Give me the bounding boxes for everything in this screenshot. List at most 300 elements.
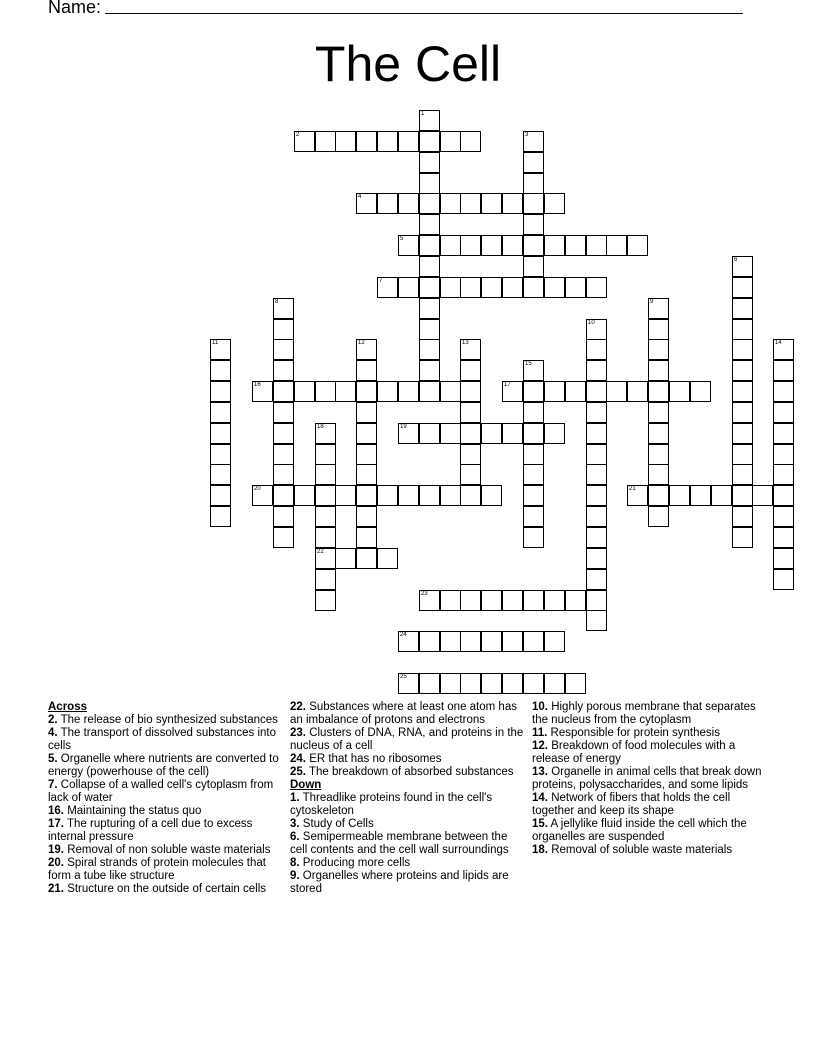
grid-cell[interactable] [648,298,669,319]
clue-number: 25 [400,674,407,680]
across-heading: Across [48,701,87,713]
grid-cell[interactable] [294,381,315,402]
grid-cell[interactable] [419,319,440,340]
grid-cell[interactable] [732,298,753,319]
grid-cell[interactable] [377,131,398,152]
grid-cell[interactable] [523,152,544,173]
grid-cell[interactable] [606,235,627,256]
grid-cell[interactable] [315,548,336,569]
grid-cell[interactable] [315,464,336,485]
grid-cell[interactable] [523,506,544,527]
grid-cell[interactable] [419,235,440,256]
clue-text: Spiral strands of protein molecules that form a tube like structure [48,857,266,882]
grid-cell[interactable] [356,360,377,381]
clue-number: 6 [734,257,738,263]
grid-cell[interactable] [586,235,607,256]
grid-cell[interactable] [565,235,586,256]
grid-cell[interactable] [440,485,461,506]
grid-cell[interactable] [294,485,315,506]
grid-cell[interactable] [440,277,461,298]
grid-cell[interactable] [586,339,607,360]
grid-cell[interactable] [481,631,502,652]
grid-cell[interactable] [732,381,753,402]
grid-cell[interactable] [398,423,419,444]
grid-cell[interactable] [273,381,294,402]
grid-cell[interactable] [523,214,544,235]
clue-text: Collapse of a walled cell's cytoplasm from lack of water [48,779,274,804]
clue-number: 14 [775,340,782,346]
grid-cell[interactable] [481,485,502,506]
grid-cell[interactable] [544,673,565,694]
grid-cell[interactable] [669,381,690,402]
grid-cell[interactable] [586,590,607,611]
grid-cell[interactable] [460,631,481,652]
grid-cell[interactable] [523,256,544,277]
grid-cell[interactable] [440,131,461,152]
grid-cell[interactable] [440,423,461,444]
grid-cell[interactable] [523,381,544,402]
grid-cell[interactable] [398,131,419,152]
grid-cell[interactable] [773,485,794,506]
grid-cell[interactable] [544,631,565,652]
grid-cell[interactable] [627,381,648,402]
grid-cell[interactable] [586,506,607,527]
grid-cell[interactable] [377,193,398,214]
grid-cell[interactable] [460,402,481,423]
grid-cell[interactable] [732,256,753,277]
grid-cell[interactable] [377,381,398,402]
grid-cell[interactable] [690,381,711,402]
grid-cell[interactable] [586,277,607,298]
grid-cell[interactable] [419,256,440,277]
grid-cell[interactable] [377,548,398,569]
grid-cell[interactable] [544,235,565,256]
grid-cell[interactable] [648,402,669,423]
clue-number-label: 11. [532,727,548,739]
grid-cell[interactable] [419,214,440,235]
clue-text: Clusters of DNA, RNA, and proteins in the nucleus of a cell [290,727,524,752]
grid-cell[interactable] [481,193,502,214]
grid-cell[interactable] [419,485,440,506]
grid-cell[interactable] [586,381,607,402]
grid-cell[interactable] [732,277,753,298]
clue-number-label: 2. [48,714,58,726]
grid-cell[interactable] [523,277,544,298]
grid-cell[interactable] [502,673,523,694]
grid-cell[interactable] [460,423,481,444]
grid-cell[interactable] [356,444,377,465]
grid-cell[interactable] [377,485,398,506]
grid-cell[interactable] [773,360,794,381]
grid-cell[interactable] [523,193,544,214]
grid-cell[interactable] [356,402,377,423]
clue-number-label: 18. [532,844,548,856]
grid-cell[interactable] [481,590,502,611]
grid-cell[interactable] [732,360,753,381]
grid-cell[interactable] [732,464,753,485]
grid-cell[interactable] [377,277,398,298]
grid-cell[interactable] [273,423,294,444]
grid-cell[interactable] [481,235,502,256]
grid-cell[interactable] [273,402,294,423]
clue-number-label: 10. [532,701,548,713]
grid-cell[interactable] [419,423,440,444]
clue-item [532,766,768,792]
clue-number: 2 [296,132,300,138]
grid-cell[interactable] [273,339,294,360]
clue-text: Study of Cells [299,818,374,830]
clue-text: Substances where at least one atom has an imbalance of protons and electrons [290,701,517,726]
grid-cell[interactable] [398,235,419,256]
grid-cell[interactable] [773,506,794,527]
grid-cell[interactable] [648,485,669,506]
grid-cell[interactable] [210,464,231,485]
grid-cell[interactable] [773,444,794,465]
grid-cell[interactable] [335,381,356,402]
grid-cell[interactable] [502,590,523,611]
grid-cell[interactable] [586,444,607,465]
clue-number-label: 22. [290,701,306,713]
grid-cell[interactable] [252,485,273,506]
grid-cell[interactable] [460,381,481,402]
grid-cell[interactable] [315,423,336,444]
grid-cell[interactable] [648,464,669,485]
clue-number-label: 4. [48,727,58,739]
grid-cell[interactable] [398,485,419,506]
grid-cell[interactable] [523,444,544,465]
grid-cell[interactable] [586,402,607,423]
grid-cell[interactable] [210,402,231,423]
grid-cell[interactable] [398,277,419,298]
grid-cell[interactable] [315,506,336,527]
grid-cell[interactable] [523,423,544,444]
clue-item [532,740,768,766]
clue-number: 23 [421,591,428,597]
grid-cell[interactable] [273,298,294,319]
grid-cell[interactable] [419,193,440,214]
grid-cell[interactable] [648,339,669,360]
clue-text: Producing more cells [299,857,411,869]
grid-cell[interactable] [523,590,544,611]
grid-cell[interactable] [210,423,231,444]
grid-cell[interactable] [586,569,607,590]
grid-cell[interactable] [773,548,794,569]
grid-cell[interactable] [440,673,461,694]
grid-cell[interactable] [523,235,544,256]
grid-cell[interactable] [460,360,481,381]
grid-cell[interactable] [273,360,294,381]
grid-cell[interactable] [481,277,502,298]
grid-cell[interactable] [627,485,648,506]
clue-number-label: 13. [532,766,548,778]
grid-cell[interactable] [356,548,377,569]
grid-cell[interactable] [606,381,627,402]
grid-cell[interactable] [565,590,586,611]
grid-cell[interactable] [440,381,461,402]
grid-cell[interactable] [460,339,481,360]
grid-cell[interactable] [315,590,336,611]
grid-cell[interactable] [356,527,377,548]
clue-number-label: 19. [48,844,64,856]
clue-text: Structure on the outside of certain cells [64,883,266,895]
grid-cell[interactable] [315,381,336,402]
grid-cell[interactable] [544,277,565,298]
grid-cell[interactable] [732,339,753,360]
grid-cell[interactable] [565,277,586,298]
grid-cell[interactable] [502,381,523,402]
grid-cell[interactable] [440,590,461,611]
grid-cell[interactable] [419,110,440,131]
page-title: The Cell [314,36,502,92]
grid-cell[interactable] [648,319,669,340]
grid-cell[interactable] [544,423,565,444]
grid-cell[interactable] [419,131,440,152]
grid-cell[interactable] [648,360,669,381]
clue-number-label: 6. [290,831,300,843]
grid-cell[interactable] [481,673,502,694]
grid-cell[interactable] [460,590,481,611]
clue-item [532,844,768,857]
grid-cell[interactable] [523,402,544,423]
grid-cell[interactable] [419,673,440,694]
grid-cell[interactable] [460,464,481,485]
across-clue-list-continued [290,701,526,779]
clue-item [48,857,284,883]
clue-number: 8 [275,299,279,305]
grid-cell[interactable] [773,464,794,485]
grid-cell[interactable] [460,235,481,256]
clue-text: The transport of dissolved substances into cells [48,727,277,752]
grid-cell[interactable] [335,485,356,506]
grid-cell[interactable] [502,423,523,444]
clue-number: 22 [317,549,324,555]
clue-item [48,883,284,896]
clue-number: 17 [504,382,511,388]
clue-item [48,844,284,857]
grid-cell[interactable] [502,631,523,652]
grid-cell[interactable] [586,423,607,444]
grid-cell[interactable] [273,527,294,548]
grid-cell[interactable] [586,360,607,381]
grid-cell[interactable] [315,569,336,590]
clue-item [290,831,526,857]
grid-cell[interactable] [356,339,377,360]
grid-cell[interactable] [523,527,544,548]
grid-cell[interactable] [773,569,794,590]
grid-cell[interactable] [419,339,440,360]
clue-number-label: 23. [290,727,306,739]
clue-text: Removal of soluble waste materials [548,844,733,856]
clue-number: 15 [525,361,532,367]
clue-item [48,805,284,818]
name-label: Name: [48,0,102,17]
grid-cell[interactable] [586,610,607,631]
grid-cell[interactable] [419,277,440,298]
grid-cell[interactable] [315,485,336,506]
grid-cell[interactable] [273,319,294,340]
grid-cell[interactable] [273,444,294,465]
grid-cell[interactable] [315,444,336,465]
grid-cell[interactable] [586,548,607,569]
clue-number: 20 [254,486,261,492]
grid-cell[interactable] [210,381,231,402]
clue-text: The breakdown of absorbed substances [306,766,514,778]
grid-cell[interactable] [210,506,231,527]
grid-cell[interactable] [419,173,440,194]
clue-item [290,870,526,896]
grid-cell[interactable] [523,485,544,506]
grid-cell[interactable] [419,381,440,402]
grid-cell[interactable] [523,173,544,194]
grid-cell[interactable] [773,402,794,423]
down-clue-list [290,792,526,896]
grid-cell[interactable] [732,506,753,527]
clue-text: Threadlike proteins found in the cell's cytoskeleton [290,792,493,817]
grid-cell[interactable] [648,381,669,402]
grid-cell[interactable] [565,381,586,402]
clue-number-label: 17. [48,818,64,830]
grid-cell[interactable] [481,423,502,444]
clue-text: Organelle in animal cells that break down proteins, polysaccharides, and some lipids [532,766,762,791]
grid-cell[interactable] [773,339,794,360]
grid-cell[interactable] [273,506,294,527]
grid-cell[interactable] [460,131,481,152]
grid-cell[interactable] [356,131,377,152]
grid-cell[interactable] [460,444,481,465]
grid-cell[interactable] [523,631,544,652]
grid-cell[interactable] [732,423,753,444]
grid-cell[interactable] [773,423,794,444]
grid-cell[interactable] [210,339,231,360]
grid-cell[interactable] [732,444,753,465]
clue-number: 18 [317,424,324,430]
grid-cell[interactable] [419,631,440,652]
clue-item [290,818,526,831]
clue-item [290,857,526,870]
grid-cell[interactable] [273,485,294,506]
grid-cell[interactable] [210,485,231,506]
grid-cell[interactable] [586,485,607,506]
grid-cell[interactable] [502,277,523,298]
grid-cell[interactable] [502,193,523,214]
clue-item [532,701,768,727]
grid-cell[interactable] [544,193,565,214]
grid-cell[interactable] [711,485,732,506]
grid-cell[interactable] [273,464,294,485]
grid-cell[interactable] [523,360,544,381]
grid-cell[interactable] [732,402,753,423]
grid-cell[interactable] [398,381,419,402]
grid-cell[interactable] [419,360,440,381]
grid-cell[interactable] [523,464,544,485]
grid-cell[interactable] [335,131,356,152]
grid-cell[interactable] [210,444,231,465]
clue-item [532,727,768,740]
clue-number-label: 15. [532,818,548,830]
clue-number-label: 1. [290,792,300,804]
grid-cell[interactable] [335,548,356,569]
grid-cell[interactable] [648,444,669,465]
grid-cell[interactable] [210,360,231,381]
grid-cell[interactable] [356,506,377,527]
grid-cell[interactable] [627,235,648,256]
clue-column-2 [290,701,526,896]
grid-cell[interactable] [356,423,377,444]
grid-cell[interactable] [523,131,544,152]
grid-cell[interactable] [440,631,461,652]
clue-text: Responsible for protein synthesis [547,727,720,739]
clue-number: 16 [254,382,261,388]
down-clue-list-continued [532,701,768,857]
clue-number: 3 [525,132,529,138]
grid-cell[interactable] [523,673,544,694]
clue-number-label: 7. [48,779,58,791]
grid-cell[interactable] [315,131,336,152]
grid-cell[interactable] [586,527,607,548]
grid-cell[interactable] [460,277,481,298]
clue-item [48,818,284,844]
grid-cell[interactable] [544,590,565,611]
clue-column-1 [48,701,284,896]
grid-cell[interactable] [773,527,794,548]
clue-item [290,727,526,753]
grid-cell[interactable] [315,527,336,548]
grid-cell[interactable] [419,298,440,319]
grid-cell[interactable] [669,485,690,506]
clue-item [532,792,768,818]
grid-cell[interactable] [294,131,315,152]
grid-cell[interactable] [648,506,669,527]
grid-cell[interactable] [398,631,419,652]
grid-cell[interactable] [586,319,607,340]
grid-cell[interactable] [565,673,586,694]
grid-cell[interactable] [648,423,669,444]
grid-cell[interactable] [356,381,377,402]
grid-cell[interactable] [690,485,711,506]
clue-text: Organelle where nutrients are converted to energy (powerhouse of the cell) [48,753,279,778]
grid-cell[interactable] [732,527,753,548]
grid-cell[interactable] [356,464,377,485]
grid-cell[interactable] [440,235,461,256]
grid-cell[interactable] [356,485,377,506]
grid-cell[interactable] [544,381,565,402]
grid-cell[interactable] [773,381,794,402]
grid-cell[interactable] [419,152,440,173]
grid-cell[interactable] [440,193,461,214]
grid-cell[interactable] [398,193,419,214]
grid-cell[interactable] [252,381,273,402]
grid-cell[interactable] [419,590,440,611]
grid-cell[interactable] [460,193,481,214]
clue-item [48,727,284,753]
grid-cell[interactable] [460,673,481,694]
grid-cell[interactable] [732,485,753,506]
grid-cell[interactable] [502,235,523,256]
clue-text: A jellylike fluid inside the cell which the organelles are suspended [532,818,747,843]
grid-cell[interactable] [460,485,481,506]
clue-item [290,792,526,818]
grid-cell[interactable] [398,673,419,694]
clue-text: The release of bio synthesized substances [57,714,278,726]
grid-cell[interactable] [732,319,753,340]
grid-cell[interactable] [752,485,773,506]
clue-number-label: 25. [290,766,306,778]
clue-number-label: 12. [532,740,548,752]
clue-number: 5 [400,236,404,242]
grid-cell[interactable] [586,464,607,485]
grid-cell[interactable] [356,193,377,214]
clue-item [290,701,526,727]
